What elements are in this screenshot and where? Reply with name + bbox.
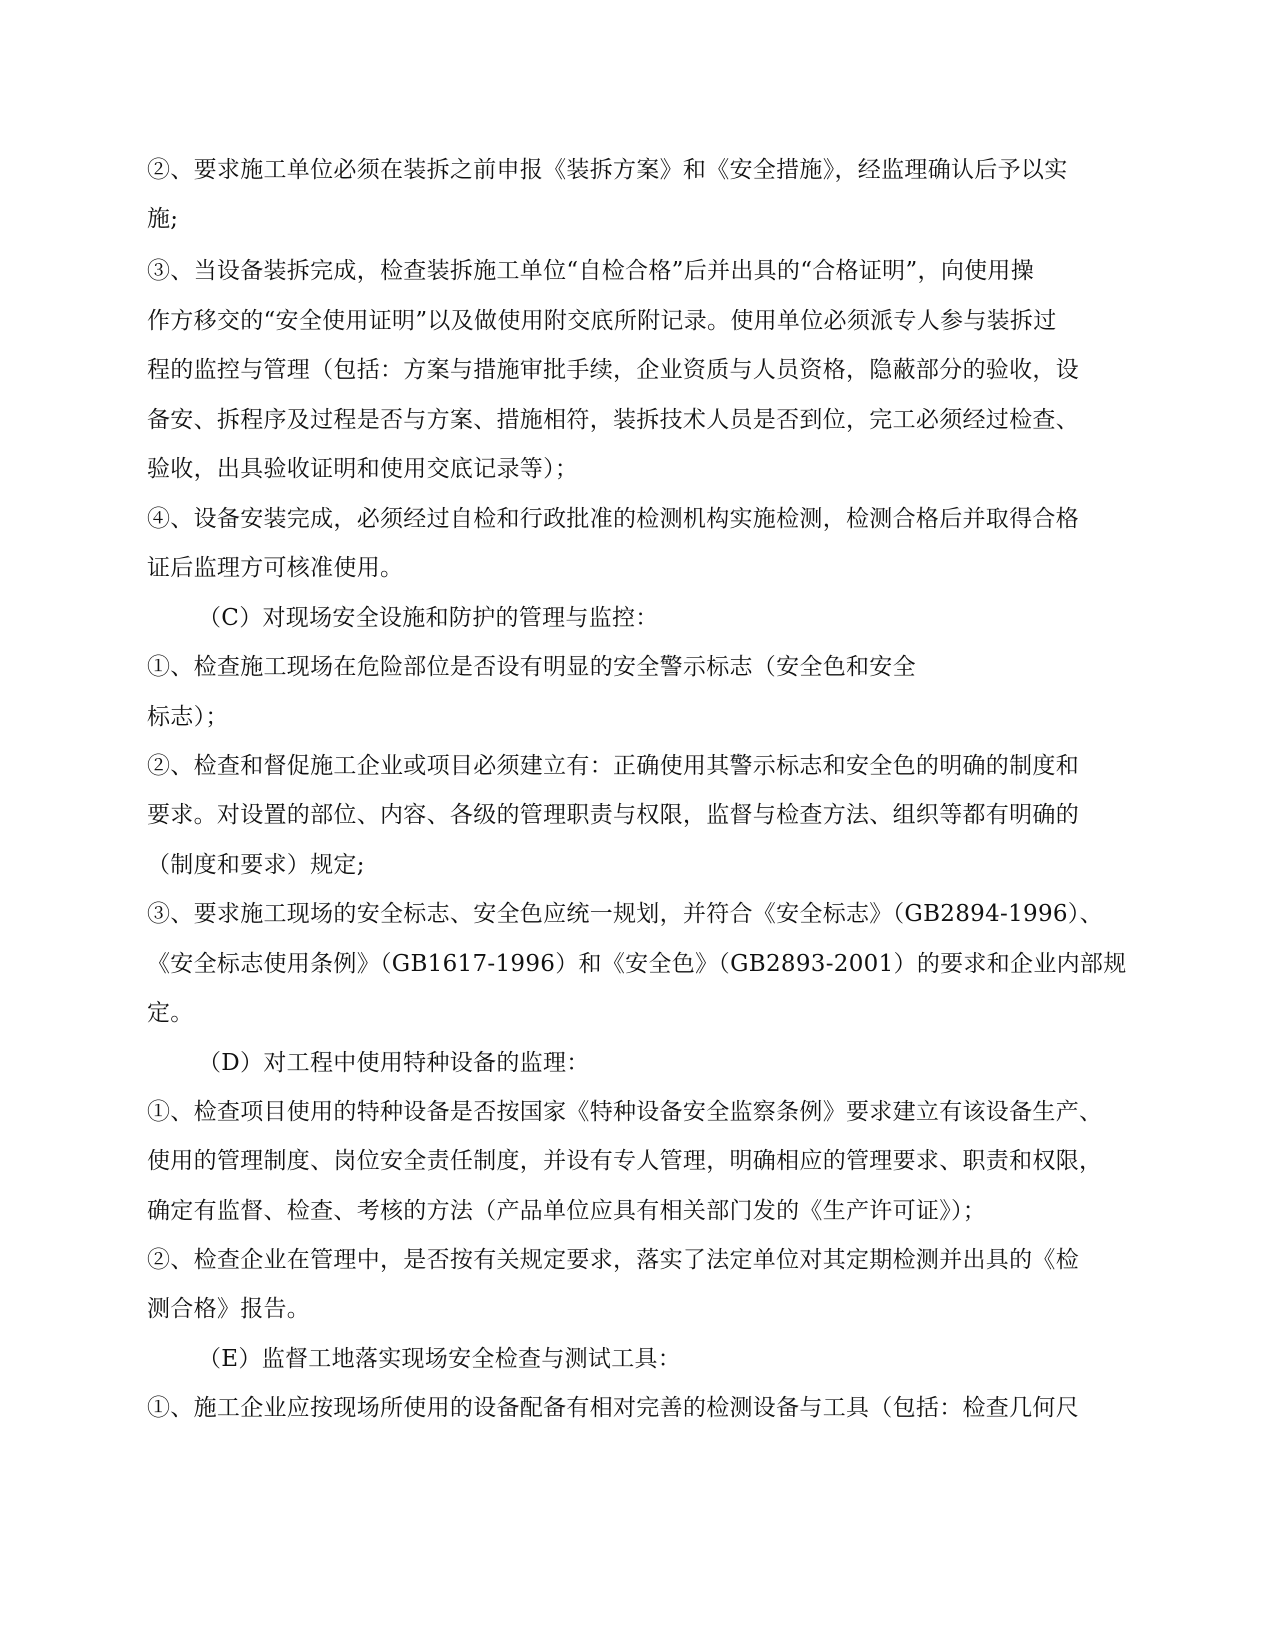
text-line: ②、要求施工单位必须在装拆之前申报《装拆方案》和《安全措施》，经监理确认后予以实 [147, 157, 1068, 183]
text-line: 定。 [147, 1000, 194, 1026]
text-line: ①、检查项目使用的特种设备是否按国家《特种设备安全监察条例》要求建立有该设备生产、 [147, 1099, 1103, 1125]
text-line: ②、检查和督促施工企业或项目必须建立有：正确使用其警示标志和安全色的明确的制度和 [147, 753, 1079, 779]
section-heading-e: （E）监督工地落实现场安全检查与测试工具： [198, 1346, 682, 1372]
text-line: ④、设备安装完成，必须经过自检和行政批准的检测机构实施检测，检测合格后并取得合格 [147, 506, 1079, 532]
section-heading-d: （D）对工程中使用特种设备的监理： [198, 1050, 590, 1076]
text-line: 测合格》报告。 [147, 1296, 311, 1322]
text-line: 《安全标志使用条例》（GB1617-1996）和《安全色》（GB2893-2001）的要求和企业内部规 [147, 951, 1127, 977]
text-line: 使用的管理制度、岗位安全责任制度，并设有专人管理，明确相应的管理要求、职责和权限， [147, 1148, 1103, 1174]
text-line: ③、当设备装拆完成，检查装拆施工单位“自检合格”后并出具的“合格证明”，向使用操 [147, 258, 1035, 284]
text-line: ②、检查企业在管理中，是否按有关规定要求，落实了法定单位对其定期检测并出具的《检 [147, 1247, 1079, 1273]
text-line: （制度和要求）规定; [147, 852, 365, 878]
text-line: ③、要求施工现场的安全标志、安全色应统一规划，并符合《安全标志》（GB2894-1996）、 [147, 901, 1103, 927]
text-line: ①、施工企业应按现场所使用的设备配备有相对完善的检测设备与工具（包括：检查几何尺 [147, 1395, 1079, 1421]
text-line: 证后监理方可核准使用。 [147, 555, 404, 581]
text-line: 程的监控与管理（包括：方案与措施审批手续，企业资质与人员资格，隐蔽部分的验收，设 [147, 357, 1079, 383]
text-line: ①、检查施工现场在危险部位是否设有明显的安全警示标志（安全色和安全 [147, 654, 916, 680]
text-line: 施; [147, 206, 179, 232]
section-heading-c: （C）对现场安全设施和防护的管理与监控： [198, 605, 659, 631]
text-line: 备安、拆程序及过程是否与方案、措施相符，装拆技术人员是否到位，完工必须经过检查、 [147, 407, 1079, 433]
text-line: 验收，出具验收证明和使用交底记录等）； [147, 456, 579, 482]
text-line: 要求。对设置的部位、内容、各级的管理职责与权限，监督与检查方法、组织等都有明确的 [147, 802, 1079, 828]
text-line: 作方移交的“安全使用证明”以及做使用附交底所附记录。使用单位必须派专人参与装拆过 [147, 308, 1057, 334]
text-line: 确定有监督、检查、考核的方法（产品单位应具有相关部门发的《生产许可证》）； [147, 1198, 987, 1224]
text-line: 标志）； [147, 704, 229, 730]
